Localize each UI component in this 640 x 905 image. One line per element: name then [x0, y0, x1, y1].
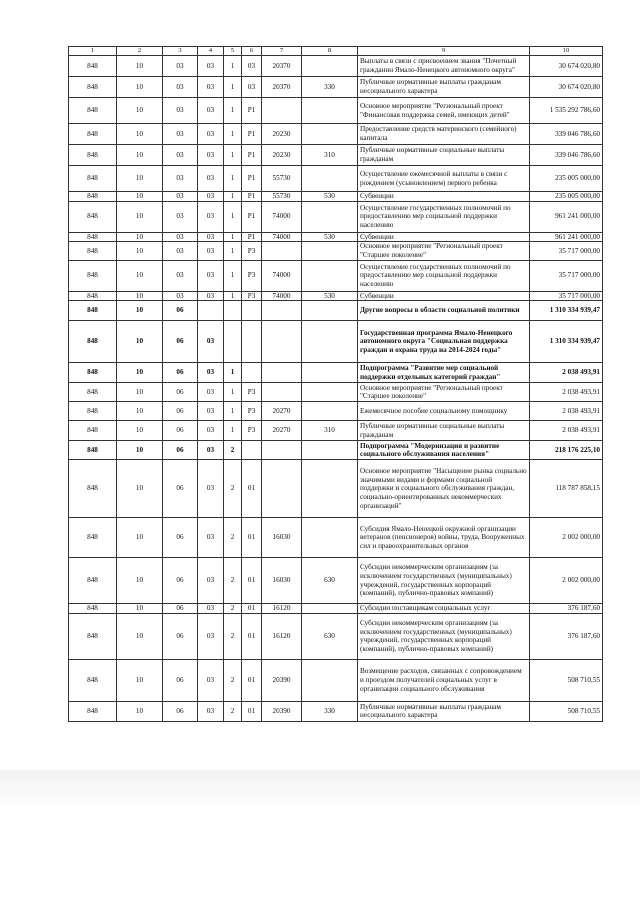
direction-cell — [262, 441, 302, 460]
table-row — [69, 77, 603, 98]
activity-cell: 01 — [242, 460, 262, 518]
program-cell: 03 — [198, 383, 224, 402]
column-number-header: 2 — [117, 47, 163, 56]
description-cell: Основное мероприятие "Насыщение рынка социально значимыми видами и формами социальной поддержки и социального обслуживания граждан, социально-ориентированных некоммерческих организаций" — [358, 460, 530, 518]
direction-cell: 20230 — [262, 145, 302, 166]
table-row — [69, 659, 603, 701]
subprogram-cell: 1 — [224, 242, 242, 260]
column-number-header: 4 — [198, 47, 224, 56]
activity-cell: 01 — [242, 701, 262, 721]
program-cell: 03 — [198, 460, 224, 518]
program-cell: 03 — [198, 613, 224, 659]
direction-cell: 20390 — [262, 701, 302, 721]
direction-cell — [262, 98, 302, 124]
subprogram-cell — [224, 301, 242, 321]
subprogram-cell: 1 — [224, 77, 242, 98]
admin-code-cell: 848 — [69, 604, 117, 614]
subprogram-cell: 1 — [224, 145, 242, 166]
description-cell: Субсидии некоммерческим организациям (за исключением государственных (муниципальных) учреждений, государственных корпораций (компаний), публично-правовых компаний) — [358, 613, 530, 659]
description-cell: Основное мероприятие "Региональный проект "Старшее поколение" — [358, 383, 530, 402]
budget-table — [68, 46, 603, 722]
expense-type-cell: 330 — [302, 701, 358, 721]
direction-cell — [262, 321, 302, 363]
subprogram-cell: 2 — [224, 441, 242, 460]
admin-code-cell: 848 — [69, 518, 117, 558]
table-row — [69, 260, 603, 291]
expense-type-cell — [302, 518, 358, 558]
table-row — [69, 604, 603, 614]
direction-cell: 74000 — [262, 232, 302, 242]
activity-cell: P1 — [242, 98, 262, 124]
subprogram-cell: 2 — [224, 604, 242, 614]
amount-cell: 118 787 858,15 — [530, 460, 603, 518]
direction-cell: 16030 — [262, 558, 302, 604]
direction-cell: 74000 — [262, 201, 302, 232]
subprogram-cell: 1 — [224, 232, 242, 242]
subsection-cell: 03 — [163, 201, 198, 232]
table-row — [69, 363, 603, 383]
subsection-cell: 06 — [163, 301, 198, 321]
subprogram-cell: 1 — [224, 192, 242, 202]
section-cell: 10 — [117, 558, 163, 604]
table-row — [69, 321, 603, 363]
expense-type-cell: 630 — [302, 613, 358, 659]
admin-code-cell: 848 — [69, 402, 117, 421]
amount-cell: 235 005 000,00 — [530, 166, 603, 192]
amount-cell: 30 674 020,80 — [530, 77, 603, 98]
admin-code-cell: 848 — [69, 145, 117, 166]
admin-code-cell: 848 — [69, 301, 117, 321]
amount-cell: 35 717 000,00 — [530, 242, 603, 260]
program-cell: 03 — [198, 291, 224, 301]
program-cell: 03 — [198, 145, 224, 166]
amount-cell: 508 710,55 — [530, 701, 603, 721]
admin-code-cell: 848 — [69, 460, 117, 518]
program-cell: 03 — [198, 421, 224, 441]
direction-cell: 55730 — [262, 192, 302, 202]
direction-cell: 20370 — [262, 77, 302, 98]
expense-type-cell — [302, 383, 358, 402]
admin-code-cell: 848 — [69, 291, 117, 301]
subprogram-cell: 1 — [224, 124, 242, 145]
admin-code-cell: 848 — [69, 701, 117, 721]
section-cell: 10 — [117, 460, 163, 518]
direction-cell — [262, 301, 302, 321]
admin-code-cell: 848 — [69, 659, 117, 701]
admin-code-cell: 848 — [69, 321, 117, 363]
table-row — [69, 421, 603, 441]
amount-cell: 961 241 000,00 — [530, 232, 603, 242]
subsection-cell: 03 — [163, 77, 198, 98]
subprogram-cell: 2 — [224, 659, 242, 701]
description-cell: Основное мероприятие "Региональный проект "Финансовая поддержка семей, имеющих детей" — [358, 98, 530, 124]
amount-cell: 2 038 493,91 — [530, 383, 603, 402]
description-cell: Другие вопросы в области социальной политики — [358, 301, 530, 321]
activity-cell: 01 — [242, 518, 262, 558]
activity-cell: 01 — [242, 613, 262, 659]
expense-type-cell — [302, 604, 358, 614]
amount-cell: 339 046 786,60 — [530, 145, 603, 166]
admin-code-cell: 848 — [69, 232, 117, 242]
activity-cell: P3 — [242, 242, 262, 260]
subsection-cell: 06 — [163, 460, 198, 518]
direction-cell: 20370 — [262, 56, 302, 77]
table-row — [69, 441, 603, 460]
admin-code-cell: 848 — [69, 192, 117, 202]
expense-type-cell — [302, 166, 358, 192]
section-cell: 10 — [117, 659, 163, 701]
admin-code-cell: 848 — [69, 441, 117, 460]
description-cell: Предоставление средств материнского (семейного) капитала — [358, 124, 530, 145]
subsection-cell: 03 — [163, 56, 198, 77]
program-cell: 03 — [198, 441, 224, 460]
expense-type-cell — [302, 98, 358, 124]
section-cell: 10 — [117, 321, 163, 363]
section-cell: 10 — [117, 613, 163, 659]
subsection-cell: 06 — [163, 383, 198, 402]
column-number-header: 8 — [302, 47, 358, 56]
direction-cell — [262, 383, 302, 402]
amount-cell: 35 717 000,00 — [530, 291, 603, 301]
subsection-cell: 03 — [163, 166, 198, 192]
subsection-cell: 06 — [163, 421, 198, 441]
section-cell: 10 — [117, 441, 163, 460]
program-cell: 03 — [198, 604, 224, 614]
column-number-header: 3 — [163, 47, 198, 56]
expense-type-cell: 530 — [302, 291, 358, 301]
amount-cell: 2 038 493,91 — [530, 421, 603, 441]
table-row — [69, 518, 603, 558]
subprogram-cell: 1 — [224, 260, 242, 291]
description-cell: Ежемесячное пособие социальному помощнику — [358, 402, 530, 421]
section-cell: 10 — [117, 291, 163, 301]
expense-type-cell — [302, 260, 358, 291]
description-cell: Публичные нормативные выплаты гражданам несоциального характера — [358, 77, 530, 98]
program-cell: 03 — [198, 701, 224, 721]
expense-type-cell — [302, 201, 358, 232]
activity-cell: P3 — [242, 291, 262, 301]
admin-code-cell: 848 — [69, 56, 117, 77]
program-cell: 03 — [198, 192, 224, 202]
expense-type-cell — [302, 321, 358, 363]
amount-cell: 2 038 493,91 — [530, 363, 603, 383]
subsection-cell: 03 — [163, 260, 198, 291]
program-cell: 03 — [198, 260, 224, 291]
program-cell: 03 — [198, 232, 224, 242]
direction-cell: 16120 — [262, 613, 302, 659]
column-number-header: 5 — [224, 47, 242, 56]
activity-cell: 03 — [242, 77, 262, 98]
table-row — [69, 124, 603, 145]
amount-cell: 508 710,55 — [530, 659, 603, 701]
section-cell: 10 — [117, 301, 163, 321]
column-number-header: 9 — [358, 47, 530, 56]
activity-cell: P3 — [242, 421, 262, 441]
subprogram-cell: 1 — [224, 56, 242, 77]
program-cell — [198, 301, 224, 321]
subprogram-cell: 1 — [224, 363, 242, 383]
subprogram-cell: 2 — [224, 460, 242, 518]
expense-type-cell: 310 — [302, 145, 358, 166]
amount-cell: 339 046 786,60 — [530, 124, 603, 145]
direction-cell: 16030 — [262, 518, 302, 558]
subsection-cell: 06 — [163, 402, 198, 421]
section-cell: 10 — [117, 201, 163, 232]
activity-cell — [242, 441, 262, 460]
scan-shadow — [0, 770, 640, 905]
section-cell: 10 — [117, 232, 163, 242]
direction-cell — [262, 460, 302, 518]
subsection-cell: 03 — [163, 145, 198, 166]
section-cell: 10 — [117, 383, 163, 402]
table-row — [69, 145, 603, 166]
amount-cell: 2 002 000,00 — [530, 518, 603, 558]
subsection-cell: 03 — [163, 98, 198, 124]
amount-cell: 376 187,60 — [530, 613, 603, 659]
subprogram-cell: 2 — [224, 613, 242, 659]
amount-cell: 961 241 000,00 — [530, 201, 603, 232]
subprogram-cell — [224, 321, 242, 363]
section-cell: 10 — [117, 98, 163, 124]
column-number-header: 10 — [530, 47, 603, 56]
activity-cell — [242, 363, 262, 383]
activity-cell: P3 — [242, 402, 262, 421]
table-row — [69, 242, 603, 260]
table-row — [69, 166, 603, 192]
expense-type-cell: 530 — [302, 232, 358, 242]
activity-cell: 01 — [242, 558, 262, 604]
admin-code-cell: 848 — [69, 98, 117, 124]
admin-code-cell: 848 — [69, 242, 117, 260]
admin-code-cell: 848 — [69, 124, 117, 145]
admin-code-cell: 848 — [69, 421, 117, 441]
expense-type-cell — [302, 363, 358, 383]
section-cell: 10 — [117, 701, 163, 721]
activity-cell: P1 — [242, 166, 262, 192]
amount-cell: 1 535 292 786,60 — [530, 98, 603, 124]
program-cell: 03 — [198, 98, 224, 124]
section-cell: 10 — [117, 363, 163, 383]
column-number-header: 7 — [262, 47, 302, 56]
table-row — [69, 558, 603, 604]
subprogram-cell: 1 — [224, 421, 242, 441]
expense-type-cell: 330 — [302, 77, 358, 98]
expense-type-cell: 630 — [302, 558, 358, 604]
section-cell: 10 — [117, 124, 163, 145]
admin-code-cell: 848 — [69, 613, 117, 659]
direction-cell: 74000 — [262, 291, 302, 301]
subprogram-cell: 2 — [224, 518, 242, 558]
subprogram-cell: 1 — [224, 201, 242, 232]
subprogram-cell: 2 — [224, 701, 242, 721]
description-cell: Государственная программа Ямало-Ненецкого автономного округа "Социальная поддержка граждан и охрана труда на 2014-2024 годы" — [358, 321, 530, 363]
description-cell: Осуществление государственных полномочий по предоставлению мер социальной поддержки населению — [358, 260, 530, 291]
direction-cell: 16120 — [262, 604, 302, 614]
table-row — [69, 192, 603, 202]
expense-type-cell — [302, 402, 358, 421]
description-cell: Осуществление государственных полномочий по предоставлению мер социальной поддержки населению — [358, 201, 530, 232]
description-cell: Субвенции — [358, 232, 530, 242]
expense-type-cell — [302, 441, 358, 460]
admin-code-cell: 848 — [69, 383, 117, 402]
direction-cell: 20230 — [262, 124, 302, 145]
activity-cell — [242, 321, 262, 363]
activity-cell: 03 — [242, 56, 262, 77]
expense-type-cell: 530 — [302, 192, 358, 202]
amount-cell: 218 176 225,10 — [530, 441, 603, 460]
section-cell: 10 — [117, 192, 163, 202]
subsection-cell: 06 — [163, 518, 198, 558]
section-cell: 10 — [117, 518, 163, 558]
admin-code-cell: 848 — [69, 260, 117, 291]
program-cell: 03 — [198, 201, 224, 232]
description-cell: Основное мероприятие "Региональный проект "Старшее поколение" — [358, 242, 530, 260]
table-row — [69, 460, 603, 518]
section-cell: 10 — [117, 242, 163, 260]
table-row — [69, 402, 603, 421]
direction-cell — [262, 363, 302, 383]
description-cell: Субсидии некоммерческим организациям (за исключением государственных (муниципальных) учреждений, государственных корпораций (компаний), публично-правовых компаний) — [358, 558, 530, 604]
subsection-cell: 03 — [163, 124, 198, 145]
program-cell: 03 — [198, 56, 224, 77]
activity-cell: P3 — [242, 383, 262, 402]
program-cell: 03 — [198, 402, 224, 421]
amount-cell: 2 038 493,91 — [530, 402, 603, 421]
table-row — [69, 291, 603, 301]
subsection-cell: 06 — [163, 613, 198, 659]
table-row — [69, 201, 603, 232]
admin-code-cell: 848 — [69, 201, 117, 232]
subsection-cell: 06 — [163, 558, 198, 604]
activity-cell: P3 — [242, 260, 262, 291]
section-cell: 10 — [117, 260, 163, 291]
program-cell: 03 — [198, 166, 224, 192]
program-cell: 03 — [198, 659, 224, 701]
description-cell: Субвенции — [358, 291, 530, 301]
subsection-cell: 03 — [163, 291, 198, 301]
subprogram-cell: 2 — [224, 558, 242, 604]
program-cell: 03 — [198, 363, 224, 383]
table-row — [69, 701, 603, 721]
table-row — [69, 301, 603, 321]
description-cell: Подпрограмма "Модернизация и развитие социального обслуживания населения" — [358, 441, 530, 460]
direction-cell: 74000 — [262, 260, 302, 291]
section-cell: 10 — [117, 145, 163, 166]
description-cell: Субсидия Ямало-Ненецкой окружной организации ветеранов (пенсионеров) войны, труда, Вооруженных сил и правоохранительных органов — [358, 518, 530, 558]
program-cell: 03 — [198, 321, 224, 363]
subsection-cell: 06 — [163, 604, 198, 614]
activity-cell: P1 — [242, 201, 262, 232]
description-cell: Осуществление ежемесячной выплаты в связи с рождением (усыновлением) первого ребенка — [358, 166, 530, 192]
table-row — [69, 56, 603, 77]
subsection-cell: 06 — [163, 363, 198, 383]
description-cell: Подпрограмма "Развитие мер социальной поддержки отдельных категорий граждан" — [358, 363, 530, 383]
direction-cell: 20270 — [262, 402, 302, 421]
amount-cell: 1 310 334 939,47 — [530, 301, 603, 321]
section-cell: 10 — [117, 604, 163, 614]
subprogram-cell: 1 — [224, 291, 242, 301]
program-cell: 03 — [198, 518, 224, 558]
program-cell: 03 — [198, 124, 224, 145]
subsection-cell: 03 — [163, 232, 198, 242]
section-cell: 10 — [117, 56, 163, 77]
activity-cell — [242, 301, 262, 321]
column-number-header: 6 — [242, 47, 262, 56]
description-cell: Публичные нормативные социальные выплаты гражданам — [358, 421, 530, 441]
subprogram-cell: 1 — [224, 383, 242, 402]
column-number-header: 1 — [69, 47, 117, 56]
description-cell: Субвенции — [358, 192, 530, 202]
description-cell: Выплаты в связи с присвоением звания "Почетный гражданин Ямало-Ненецкого автономного округа" — [358, 56, 530, 77]
admin-code-cell: 848 — [69, 166, 117, 192]
expense-type-cell — [302, 659, 358, 701]
direction-cell — [262, 242, 302, 260]
subsection-cell: 03 — [163, 192, 198, 202]
activity-cell: P1 — [242, 192, 262, 202]
description-cell: Публичные нормативные социальные выплаты гражданам — [358, 145, 530, 166]
subprogram-cell: 1 — [224, 402, 242, 421]
direction-cell: 55730 — [262, 166, 302, 192]
direction-cell: 20270 — [262, 421, 302, 441]
expense-type-cell — [302, 124, 358, 145]
activity-cell: P1 — [242, 124, 262, 145]
program-cell: 03 — [198, 242, 224, 260]
subsection-cell: 06 — [163, 701, 198, 721]
expense-type-cell — [302, 242, 358, 260]
section-cell: 10 — [117, 421, 163, 441]
table-row — [69, 232, 603, 242]
expense-type-cell — [302, 56, 358, 77]
expense-type-cell — [302, 301, 358, 321]
amount-cell: 30 674 020,80 — [530, 56, 603, 77]
direction-cell: 20390 — [262, 659, 302, 701]
subsection-cell: 06 — [163, 659, 198, 701]
subprogram-cell: 1 — [224, 98, 242, 124]
admin-code-cell: 848 — [69, 77, 117, 98]
amount-cell: 2 002 000,00 — [530, 558, 603, 604]
table-row — [69, 98, 603, 124]
table-row — [69, 383, 603, 402]
section-cell: 10 — [117, 166, 163, 192]
admin-code-cell: 848 — [69, 558, 117, 604]
section-cell: 10 — [117, 77, 163, 98]
description-cell: Возмещение расходов, связанных с сопровождением и проездом получателей социальных услуг в организации социального обслуживания — [358, 659, 530, 701]
amount-cell: 376 187,60 — [530, 604, 603, 614]
activity-cell: 01 — [242, 604, 262, 614]
admin-code-cell: 848 — [69, 363, 117, 383]
amount-cell: 1 310 334 939,47 — [530, 321, 603, 363]
expense-type-cell — [302, 460, 358, 518]
program-cell: 03 — [198, 77, 224, 98]
subsection-cell: 06 — [163, 441, 198, 460]
activity-cell: P1 — [242, 232, 262, 242]
activity-cell: 01 — [242, 659, 262, 701]
subsection-cell: 03 — [163, 242, 198, 260]
amount-cell: 235 005 000,00 — [530, 192, 603, 202]
column-number-row — [69, 47, 603, 56]
section-cell: 10 — [117, 402, 163, 421]
description-cell: Публичные нормативные выплаты гражданам несоциального характера — [358, 701, 530, 721]
subsection-cell: 06 — [163, 321, 198, 363]
table-row — [69, 613, 603, 659]
amount-cell: 35 717 000,00 — [530, 260, 603, 291]
subprogram-cell: 1 — [224, 166, 242, 192]
expense-type-cell: 310 — [302, 421, 358, 441]
program-cell: 03 — [198, 558, 224, 604]
activity-cell: P1 — [242, 145, 262, 166]
description-cell: Субсидии поставщикам социальных услуг — [358, 604, 530, 614]
